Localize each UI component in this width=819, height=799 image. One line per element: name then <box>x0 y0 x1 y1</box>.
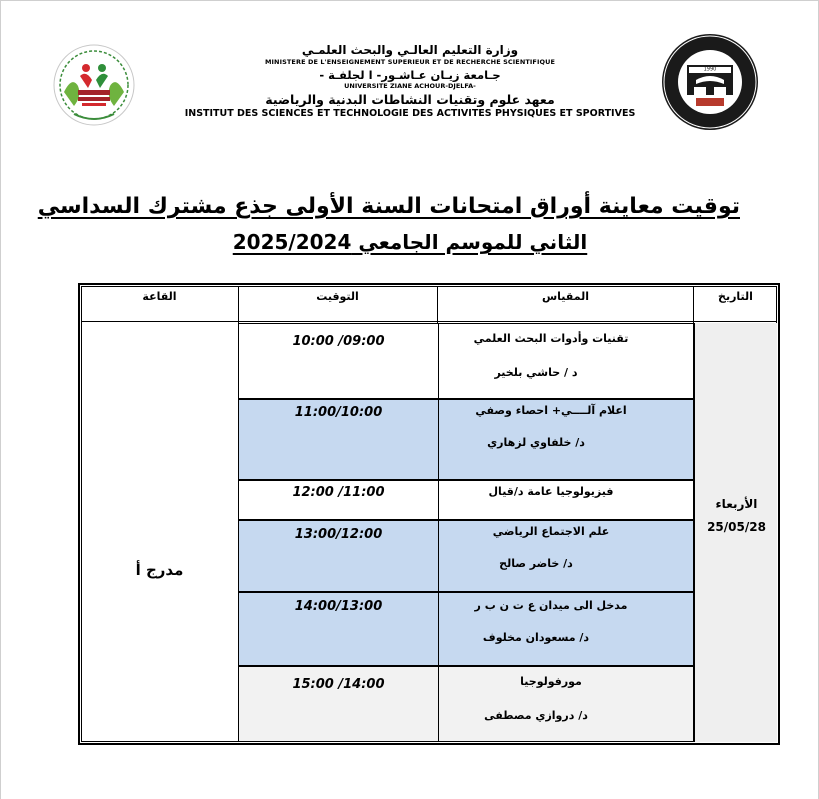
institute-logo-icon <box>52 40 136 130</box>
svg-text:1990: 1990 <box>703 66 717 73</box>
row-time: 12:00 /11:00 <box>292 485 385 500</box>
row-subject: مدخل الى ميدان ع ت ن ب ر <box>474 599 628 612</box>
institute-arabic: معهد علوم وتقنيات النشاطات البدنية والرياضية <box>265 91 555 107</box>
row-time: 15:00 /14:00 <box>292 677 385 692</box>
university-arabic: جـامعة زيـان عـاشـور- ا لجلفـة - <box>319 67 501 82</box>
row-teacher: د / حاشي بلخير <box>494 366 578 379</box>
row-subject: علم الاجتماع الرياضي <box>492 525 610 538</box>
date-cell <box>694 323 777 742</box>
row-teacher: د/ مسعودان مخلوف <box>482 631 590 644</box>
page-border-left <box>0 0 1 799</box>
header-divider <box>437 286 438 323</box>
row-time: 14:00/13:00 <box>294 599 383 614</box>
row-teacher: د/ دروازي مصطفى <box>484 709 588 722</box>
header-divider <box>238 286 239 323</box>
ministry-french: MINISTERE DE L'ENSEIGNEMENT SUPERIEUR ET DE RECHERCHE SCIENTIFIQUE <box>264 57 556 66</box>
university-french: UNIVERSITE ZIANE ACHOUR-DJELFA- <box>344 81 476 90</box>
table-row <box>238 666 694 742</box>
row-time: 13:00/12:00 <box>294 527 383 542</box>
row-time: 10:00 /09:00 <box>292 334 385 349</box>
row-time: 11:00/10:00 <box>294 405 383 420</box>
table-row <box>238 480 694 520</box>
institute-french: INSTITUT DES SCIENCES ET TECHNOLOGIE DES ACTIVITES PHYSIQUES ET SPORTIVES <box>184 107 636 119</box>
row-subject: اعلام آلــــي+ احصاء وصفي <box>475 404 627 417</box>
row-teacher: د/ خاضر صالح <box>499 557 573 570</box>
room-cell <box>81 323 238 742</box>
date-value: 25/05/28 <box>707 520 766 534</box>
document-title-line1: توقيت معاينة أوراق امتحانات السنة الأولى جذع مشترك السداسي <box>37 194 740 219</box>
date-day: الأربعاء <box>715 497 758 511</box>
table-row <box>238 520 694 592</box>
header-room: القاعة <box>81 286 238 322</box>
table-row <box>238 592 694 666</box>
document-title-line2: الثاني للموسم الجامعي 2025/2024 <box>232 230 588 254</box>
row-subject: فيزيولوجيا عامة د/قيال <box>488 485 614 498</box>
row-subject: تقنيات وأدوات البحث العلمي <box>473 332 629 345</box>
page-border-top <box>0 0 819 1</box>
header-module: المقياس <box>437 286 694 322</box>
row-subject: مورفولوجيا <box>520 675 582 688</box>
room-label: مدرج أ <box>135 561 184 579</box>
row-teacher: د/ خلفاوي لزهاري <box>487 436 585 449</box>
header-time: التوقيت <box>238 286 437 322</box>
header-date: التاريخ <box>694 286 777 322</box>
table-row <box>238 399 694 480</box>
header-block <box>180 44 640 119</box>
table-row <box>238 323 694 399</box>
header-divider <box>693 286 694 323</box>
ministry-arabic: وزارة التعليم العالـي والبحث العلمـي <box>301 43 519 57</box>
